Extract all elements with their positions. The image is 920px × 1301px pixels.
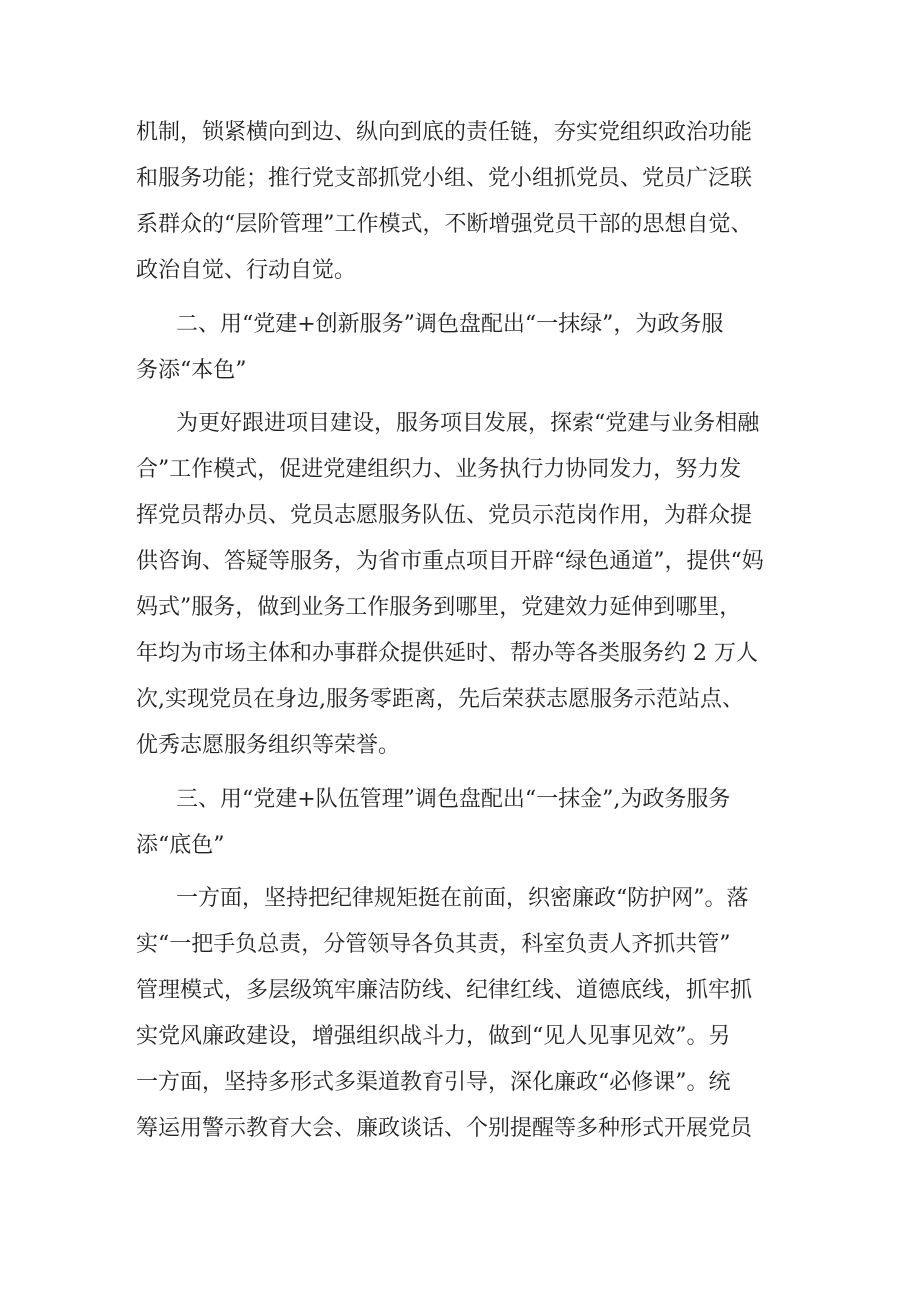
paragraph-line: 为更好跟进项目建设，服务项目发展，探索“党建与业务相融 [176,411,760,436]
section-heading-line: 添“底色” [136,833,225,858]
paragraph-line: 筹运用警示教育大会、廉政谈话、个别提醒等多种形式开展党员 [136,1116,753,1141]
paragraph-line: 优秀志愿服务组织等荣誉。 [136,733,401,758]
paragraph-line: 管理模式，多层级筑牢廉洁防线、纪律红线、道德底线，抓牢抓 [136,978,753,1003]
paragraph-line: 挥党员帮办员、党员志愿服务队伍、党员示范岗作用，为群众提 [136,503,753,528]
paragraph-line: 实“一把手负总责，分管领导各负其责，科室负责人齐抓共管” [136,932,731,957]
paragraph-line: 一方面，坚持多形式多渠道教育引导，深化廉政“必修课”。统 [136,1070,731,1095]
section-heading-line: 二、用“党建+创新服务”调色盘配出“一抹绿”，为政务服 [176,312,724,337]
paragraph-line: 实党风廉政建设，增强组织战斗力，做到“见人见事见效”。另 [136,1024,731,1049]
paragraph-line: 次,实现党员在身边,服务零距离，先后荣获志愿服务示范站点、 [136,687,744,712]
paragraph-line: 合”工作模式，促进党建组织力、业务执行力协同发力，努力发 [136,457,742,482]
paragraph-line: 妈式”服务，做到业务工作服务到哪里，党建效力延伸到哪里， [136,595,742,620]
paragraph-line: 一方面，坚持把纪律规矩挺在前面，织密廉政“防护网”。落 [176,886,749,911]
section-heading-line: 三、用“党建+队伍管理”调色盘配出“一抹金”,为政务服务 [176,787,731,812]
paragraph-line: 供咨询、答疑等服务，为省市重点项目开辟“绿色通道”，提供“妈 [136,549,764,574]
paragraph-line: 系群众的“层阶管理”工作模式，不断增强党员干部的思想自觉、 [136,212,753,237]
paragraph-line: 和服务功能；推行党支部抓党小组、党小组抓党员、党员广泛联 [136,166,753,191]
paragraph-line: 年均为市场主体和办事群众提供延时、帮办等各类服务约 2 万人 [136,641,758,666]
section-heading-line: 务添“本色” [136,358,247,383]
paragraph-line: 政治自觉、行动自觉。 [136,258,357,283]
paragraph-line: 机制，锁紧横向到边、纵向到底的责任链，夯实党组织政治功能 [136,120,753,145]
